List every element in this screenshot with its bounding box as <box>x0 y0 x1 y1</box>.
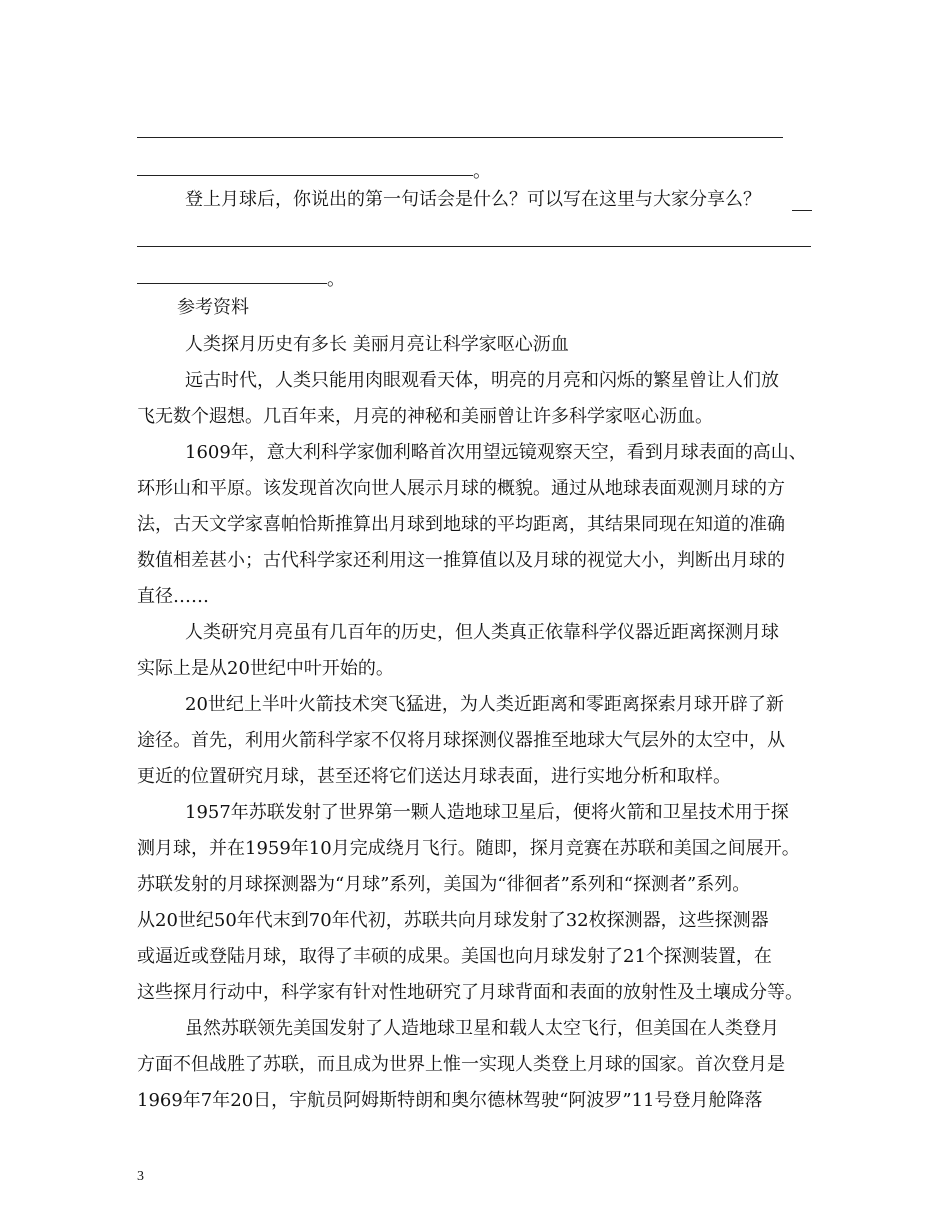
body-line: 从20世纪50年代末到70年代初，苏联共向月球发射了32枚探测器，这些探测器 <box>137 910 769 931</box>
body-line: 法，古天文学家喜帕恰斯推算出月球到地球的平均距离，其结果同现在知道的准确 <box>137 514 785 535</box>
body-line: 20世纪上半叶火箭技术突飞猛进，为人类近距离和零距离探索月球开辟了新 <box>185 694 784 715</box>
body-line: 直径…… <box>137 586 209 607</box>
body-line: 1969年7年20日，宇航员阿姆斯特朗和奥尔德林驾驶“阿波罗”11号登月舱降落 <box>137 1090 763 1111</box>
body-line: 1957年苏联发射了世界第一颗人造地球卫星后，便将火箭和卫星技术用于探 <box>185 802 789 823</box>
body-line: 环形山和平原。该发现首次向世人展示月球的概貌。通过从地球表面观测月球的方 <box>137 478 785 499</box>
body-line: 或逼近或登陆月球，取得了丰硕的成果。美国也向月球发射了21个探测装置，在 <box>137 946 772 967</box>
body-line: 更近的位置研究月球，甚至还将它们送达月球表面，进行实地分析和取样。 <box>137 766 731 787</box>
reference-heading <box>137 296 857 320</box>
body-line: 远古时代，人类只能用肉眼观看天体，明亮的月亮和闪烁的繁星曾让人们放 <box>185 370 779 391</box>
answer-blank-line <box>137 137 783 138</box>
prompt-question <box>137 188 865 212</box>
body-line: 苏联发射的月球探测器为“月球”系列，美国为“徘徊者”系列和“探测者”系列。 <box>137 874 751 895</box>
body-line: 1609年，意大利科学家伽利略首次用望远镜观察天空，看到月球表面的高山、 <box>185 442 807 463</box>
answer-blank-line <box>137 283 327 284</box>
end-punctuation: 。 <box>327 269 345 290</box>
article-title <box>137 333 865 357</box>
body-line: 虽然苏联领先美国发射了人造地球卫星和载人太空飞行，但美国在人类登月 <box>185 1018 779 1039</box>
end-punctuation: 。 <box>473 161 491 182</box>
answer-blank-line <box>137 175 473 176</box>
body-line: 人类研究月亮虽有几百年的历史，但人类真正依靠科学仪器近距离探测月球 <box>185 622 779 643</box>
page-number: 3 <box>137 1169 144 1184</box>
body-line: 这些探月行动中，科学家有针对性地研究了月球背面和表面的放射性及土壤成分等。 <box>137 982 803 1003</box>
reference-heading-text: 参考资料 <box>177 297 249 318</box>
answer-blank-line <box>792 210 812 211</box>
prompt-question-text: 登上月球后，你说出的第一句话会是什么？可以写在这里与大家分享么？ <box>185 189 761 210</box>
body-line: 数值相差甚小；古代科学家还利用这一推算值以及月球的视觉大小，判断出月球的 <box>137 550 785 571</box>
body-line: 实际上是从20世纪中叶开始的。 <box>137 658 394 679</box>
answer-blank-line <box>137 246 811 247</box>
body-line: 途径。首先，利用火箭科学家不仅将月球探测仪器推至地球大气层外的太空中，从 <box>137 730 785 751</box>
article-title-text: 人类探月历史有多长 美丽月亮让科学家呕心沥血 <box>185 334 569 355</box>
body-line: 飞无数个遐想。几百年来，月亮的神秘和美丽曾让许多科学家呕心沥血。 <box>137 406 713 427</box>
body-line: 测月球，并在1959年10月完成绕月飞行。随即，探月竞赛在苏联和美国之间展开。 <box>137 838 800 859</box>
body-line: 方面不但战胜了苏联，而且成为世界上惟一实现人类登上月球的国家。首次登月是 <box>137 1054 785 1075</box>
